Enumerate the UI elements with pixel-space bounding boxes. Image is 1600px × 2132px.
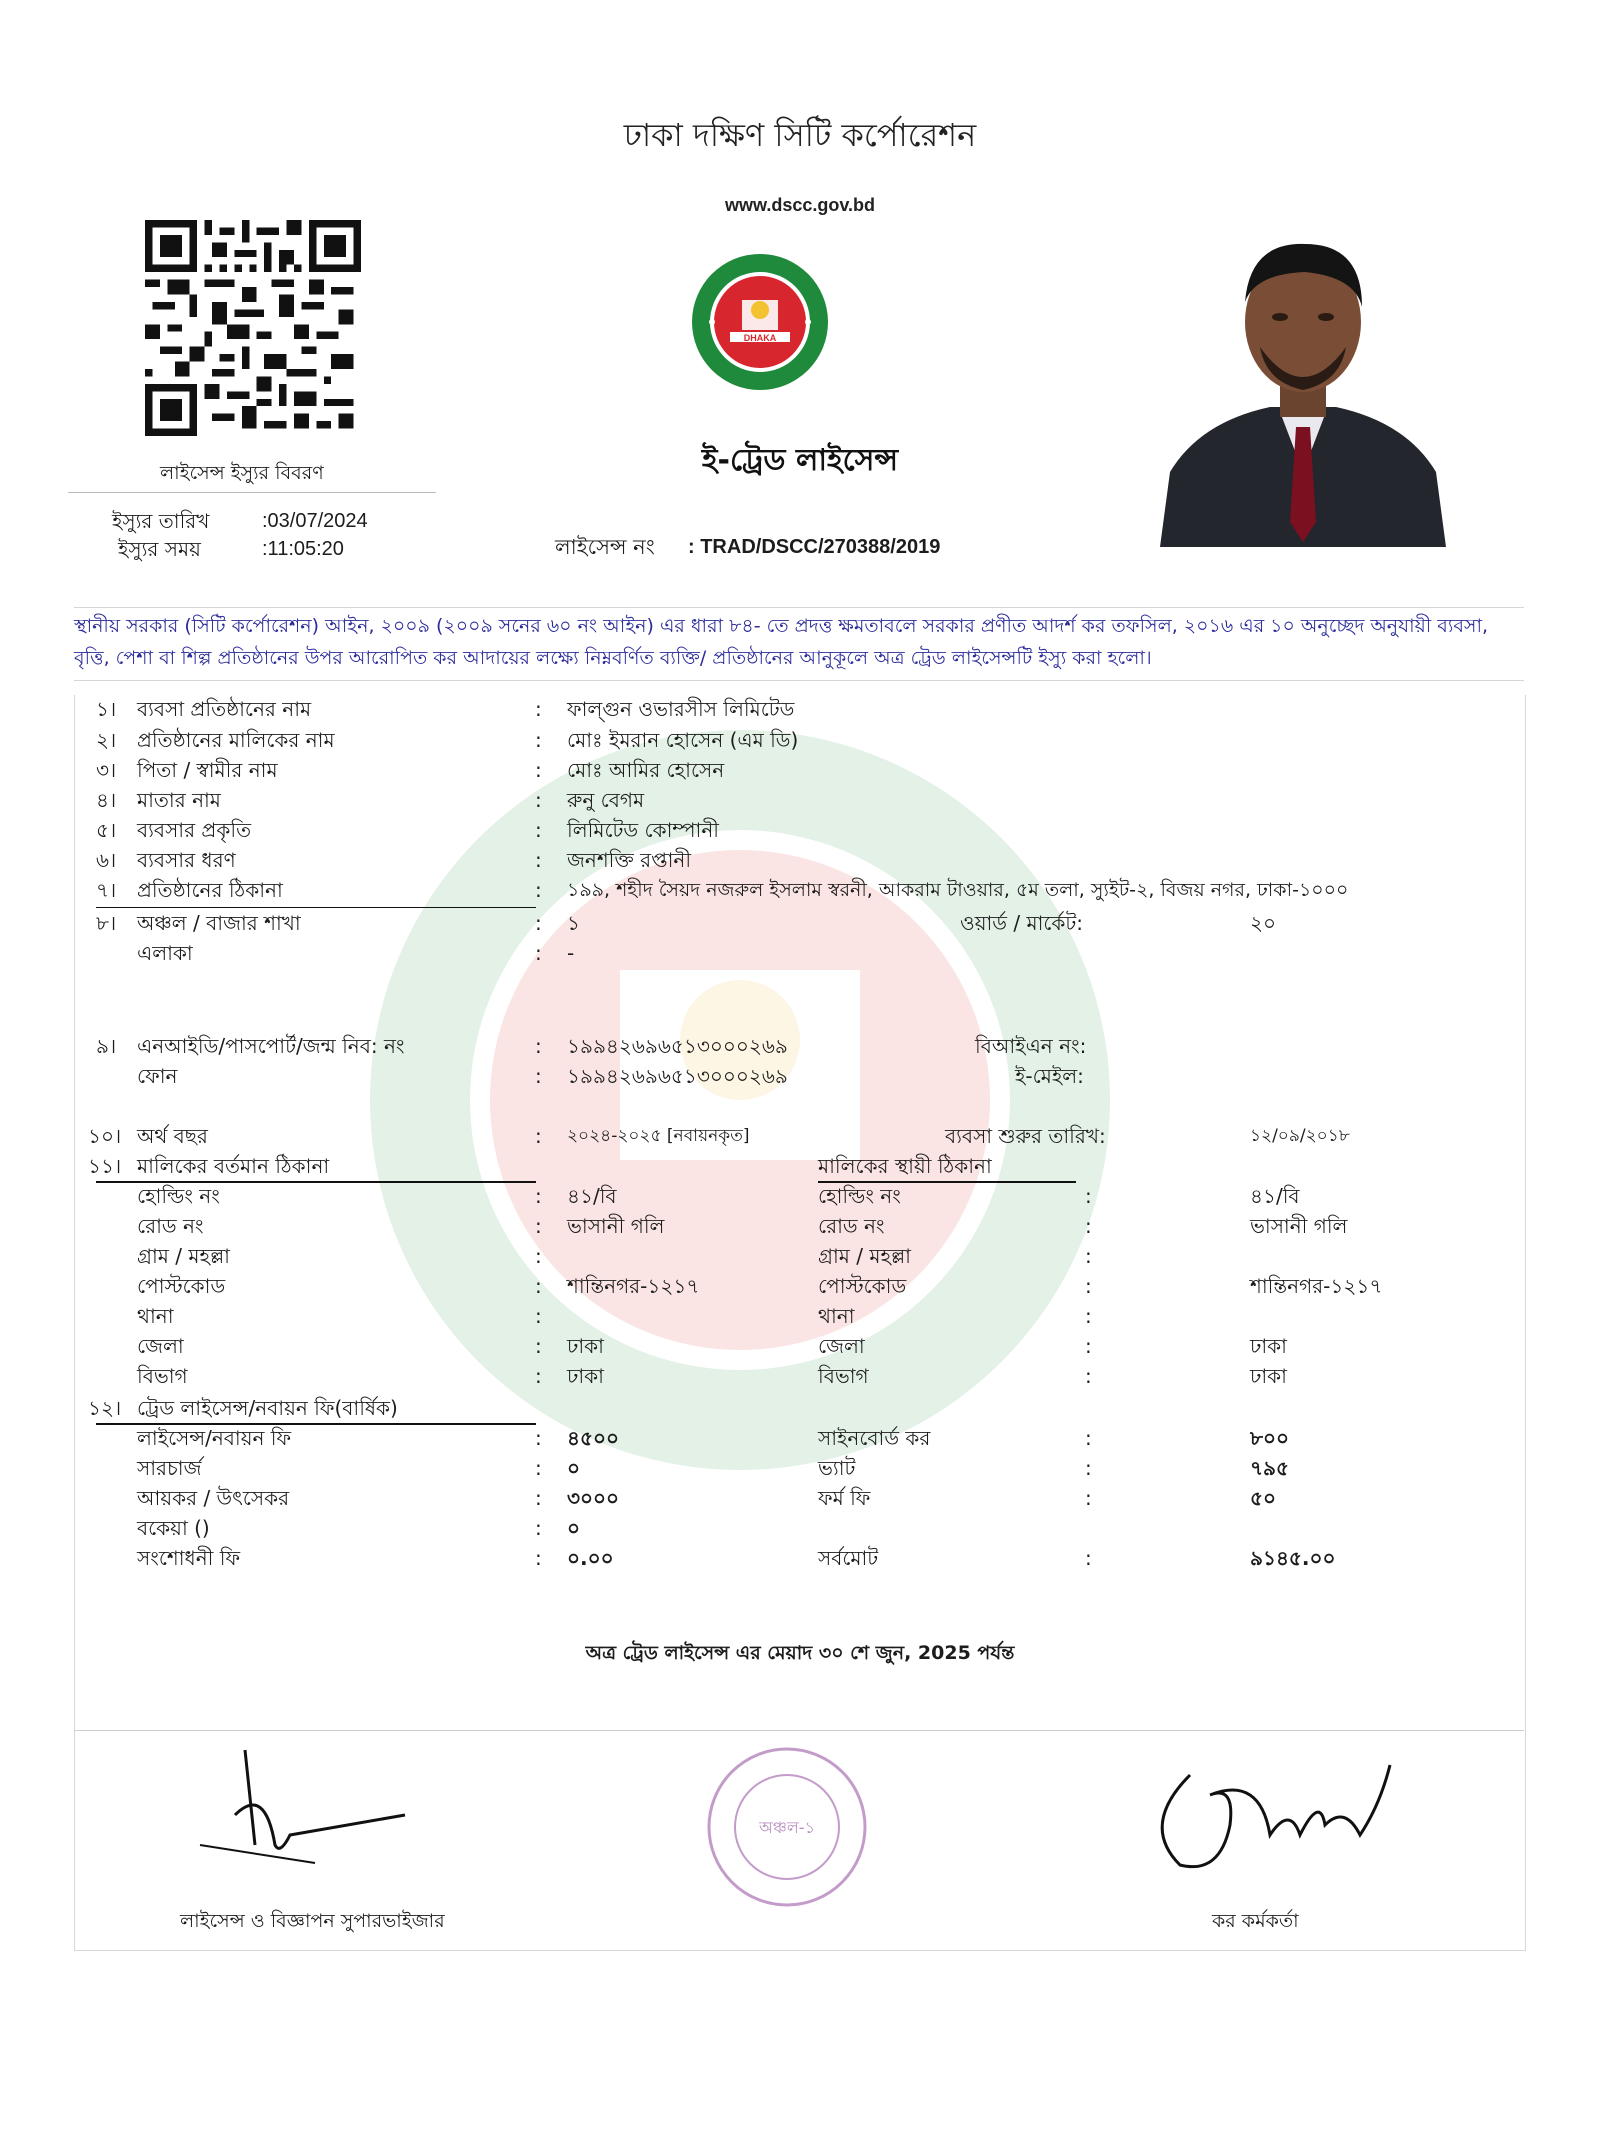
issue-time-value: :11:05:20: [262, 538, 344, 560]
row8-rule: [96, 907, 536, 908]
row8-label: অঞ্চল / বাজার শাখা: [137, 911, 301, 935]
row5-num: ৫।: [96, 818, 117, 842]
website-url[interactable]: www.dscc.gov.bd: [724, 195, 876, 215]
license-no-value: : TRAD/DSCC/270388/2019: [688, 536, 941, 558]
row4-colon: :: [535, 788, 542, 812]
permanent-address-field-label: রোড নং: [818, 1214, 885, 1238]
business-type-value: জনশক্তি রপ্তানী: [567, 848, 692, 872]
row11-label: মালিকের বর্তমান ঠিকানা: [137, 1154, 330, 1178]
fiscal-year-value: ২০২৪-২০২৫ [নবায়নকৃত]: [567, 1126, 750, 1146]
fee-label: আয়কর / উৎসেকর: [137, 1486, 290, 1510]
row8-num: ৮।: [96, 911, 117, 935]
permanent-address-field-label: গ্রাম / মহল্লা: [818, 1244, 911, 1268]
zone-value: ১: [567, 911, 580, 935]
permanent-address-colon: :: [1085, 1364, 1092, 1388]
owner-name-value: মোঃ ইমরান হোসেন (এম ডি): [567, 728, 799, 752]
fee-label: সারচার্জ: [137, 1456, 202, 1480]
permanent-address-colon: :: [1085, 1274, 1092, 1298]
start-date-label: ব্যবসা শুরুর তারিখ:: [945, 1124, 1106, 1148]
row5-colon: :: [535, 818, 542, 842]
fee-colon-2: :: [1085, 1546, 1092, 1570]
fee-value: ০.০০: [567, 1546, 614, 1570]
fee-colon: :: [535, 1486, 542, 1510]
permanent-address-colon: :: [1085, 1304, 1092, 1328]
permanent-address-colon: :: [1085, 1244, 1092, 1268]
phone-value: ১৯৯৪২৬৯৬৫১৩০০০২৬৯: [567, 1064, 788, 1088]
validity-statement: অত্র ট্রেড লাইসেন্স এর মেয়াদ ৩০ শে জুন, 2025 পর্যন্ত: [585, 1642, 1015, 1664]
phone-label: ফোন: [137, 1064, 178, 1088]
fee-label-2: সর্বমোট: [818, 1546, 879, 1570]
row7-label: প্রতিষ্ঠানের ঠিকানা: [137, 878, 283, 902]
row9-num: ৯।: [96, 1034, 117, 1058]
fee-value: ০: [567, 1516, 581, 1540]
fee-label: লাইসেন্স/নবায়ন ফি: [137, 1426, 292, 1450]
present-address-label: থানা: [137, 1304, 174, 1328]
row2-colon: :: [535, 728, 542, 752]
row2-label: প্রতিষ্ঠানের মালিকের নাম: [137, 728, 335, 752]
stamp-text: অঞ্চল-১: [759, 1818, 815, 1837]
row11-num: ১১।: [88, 1154, 122, 1178]
permanent-address-colon: :: [1085, 1334, 1092, 1358]
permanent-address-colon: :: [1085, 1184, 1092, 1208]
permanent-address-field-label: বিভাগ: [818, 1364, 869, 1388]
watermark-emblem: [360, 720, 1120, 1480]
area-value: -: [567, 941, 575, 965]
license-no-label: লাইসেন্স নং: [555, 535, 655, 559]
present-address-colon: :: [535, 1214, 542, 1238]
row1-label: ব্যবসা প্রতিষ্ঠানের নাম: [137, 697, 312, 721]
area-label: এলাকা: [137, 941, 193, 965]
present-address-label: পোস্টকোড: [137, 1274, 226, 1298]
permanent-address-value: ৪১/বি: [1250, 1184, 1300, 1208]
fee-value-2: ৭৯৫: [1250, 1456, 1289, 1480]
row9-label: এনআইডি/পাসপোর্ট/জন্ম নিব: নং: [137, 1034, 405, 1058]
present-address-label: রোড নং: [137, 1214, 204, 1238]
issue-section-label: লাইসেন্স ইস্যুর বিবরণ: [160, 462, 324, 484]
email-label: ই-মেইল:: [1015, 1064, 1084, 1088]
issue-divider: [68, 492, 436, 493]
permanent-address-colon: :: [1085, 1214, 1092, 1238]
fee-value: ০: [567, 1456, 581, 1480]
row6-num: ৬।: [96, 848, 117, 872]
fee-label-2: ভ্যাট: [818, 1456, 856, 1480]
fee-value-2: ৫০: [1250, 1486, 1276, 1510]
row3-colon: :: [535, 758, 542, 782]
fee-label-2: সাইনবোর্ড কর: [818, 1426, 931, 1450]
fee-colon-2: :: [1085, 1426, 1092, 1450]
supervisor-title: লাইসেন্স ও বিজ্ঞাপন সুপারভাইজার: [180, 1910, 445, 1932]
row12-num: ১২।: [88, 1396, 122, 1420]
present-address-value: ভাসানী গলি: [567, 1214, 665, 1238]
fee-label: বকেয়া (): [137, 1516, 210, 1540]
row4-label: মাতার নাম: [137, 788, 221, 812]
start-date-value: ১২/০৯/২০১৮: [1250, 1126, 1350, 1146]
tax-officer-title: কর কর্মকর্তা: [1212, 1910, 1299, 1932]
document-title: ই-ট্রেড লাইসেন্স: [701, 443, 899, 478]
row5-label: ব্যবসার প্রকৃতি: [137, 818, 252, 842]
row10-colon: :: [535, 1124, 542, 1148]
present-address-colon: :: [535, 1184, 542, 1208]
fee-value-2: ৯১৪৫.০০: [1250, 1546, 1336, 1570]
ward-label: ওয়ার্ড / মার্কেট:: [960, 911, 1084, 935]
permanent-address-value: ঢাকা: [1250, 1334, 1287, 1358]
present-address-colon: :: [535, 1274, 542, 1298]
present-address-value: ৪১/বি: [567, 1184, 617, 1208]
business-name-value: ফাল্গুন ওভারসীস লিমিটেড: [567, 697, 795, 721]
row2-num: ২।: [96, 728, 117, 752]
present-address-value: শান্তিনগর-১২১৭: [567, 1274, 700, 1298]
fee-colon: :: [535, 1546, 542, 1570]
row8-colon: :: [535, 911, 542, 935]
fee-label: সংশোধনী ফি: [137, 1546, 241, 1570]
qr-code: [145, 220, 361, 436]
svg-text:DHAKA: DHAKA: [743, 333, 777, 343]
fee-colon-2: :: [1085, 1486, 1092, 1510]
dscc-emblem-logo: [690, 252, 830, 392]
row6-colon: :: [535, 848, 542, 872]
permanent-address-value: ঢাকা: [1250, 1364, 1287, 1388]
row3-label: পিতা / স্বামীর নাম: [137, 758, 278, 782]
present-address-colon: :: [535, 1304, 542, 1328]
owner-photo: [1140, 222, 1466, 547]
ward-value: ২০: [1250, 911, 1277, 935]
permanent-address-label: মালিকের স্থায়ী ঠিকানা: [818, 1154, 992, 1178]
nid-value: ১৯৯৪২৬৯৬৫১৩০০০২৬৯: [567, 1034, 788, 1058]
permanent-address-field-label: থানা: [818, 1304, 855, 1328]
present-address-value: ঢাকা: [567, 1334, 604, 1358]
issue-date-value: :03/07/2024: [262, 510, 368, 532]
row10-num: ১০।: [88, 1124, 122, 1148]
fee-label-2: ফর্ম ফি: [818, 1486, 871, 1510]
father-name-value: মোঃ আমির হোসেন: [567, 758, 725, 782]
bin-label: বিআইএন নং:: [975, 1034, 1087, 1058]
fee-value: ৩০০০: [567, 1486, 620, 1510]
area-colon: :: [535, 941, 542, 965]
permanent-address-field-label: জেলা: [818, 1334, 865, 1358]
business-nature-value: লিমিটেড কোম্পানী: [567, 818, 720, 842]
present-address-value: ঢাকা: [567, 1364, 604, 1388]
fee-value: ৪৫০০: [567, 1426, 619, 1450]
fee-colon-2: :: [1085, 1456, 1092, 1480]
permanent-address-field-label: পোস্টকোড: [818, 1274, 907, 1298]
present-address-colon: :: [535, 1244, 542, 1268]
intro-legal-text: স্থানীয় সরকার (সিটি কর্পোরেশন) আইন, ২০০৯ (২০০৯ সনের ৬০ নং আইন) এর ধারা ৮৪- তে প্রদত্ত ক্ষমতাবলে সরকার প্রণীত আদর্শ কর তফসিল, ২০১৬ এর ১০ অনুচ্ছেদ অনুযায়ী ব্যবসা, বৃত্তি, পেশা বা শিল্প প্রতিষ্ঠানের উপর আরোপিত কর আদায়ের লক্ষ্যে নিম্নবর্ণিত ব্যক্তি/ প্রতিষ্ঠানের আনুকূলে অত্র ট্রেড লাইসেন্সটি ইস্যু করা হলো।: [74, 615, 1489, 669]
signature-divider: [74, 1730, 1524, 1731]
left-signature: [195, 1745, 425, 1875]
permanent-address-value: শান্তিনগর-১২১৭: [1250, 1274, 1383, 1298]
row6-label: ব্যবসার ধরণ: [137, 848, 236, 872]
right-signature: [1150, 1745, 1400, 1885]
business-address-value: ১৯৯, শহীদ সৈয়দ নজরুল ইসলাম স্বরনী, আকরাম টাওয়ার, ৫ম তলা, স্যুইট-২, বিজয় নগর, ঢাকা-১০০০: [567, 879, 1349, 901]
row12-label: ট্রেড লাইসেন্স/নবায়ন ফি(বার্ষিক): [137, 1396, 398, 1420]
phone-colon: :: [535, 1064, 542, 1088]
present-address-colon: :: [535, 1364, 542, 1388]
permanent-address-field-label: হোল্ডিং নং: [818, 1184, 901, 1208]
row1-colon: :: [535, 697, 542, 721]
row10-label: অর্থ বছর: [137, 1124, 208, 1148]
issue-date-label: ইস্যুর তারিখ: [112, 509, 210, 533]
issue-time-label: ইস্যুর সময়: [118, 537, 201, 561]
row3-num: ৩।: [96, 758, 117, 782]
present-address-label: বিভাগ: [137, 1364, 188, 1388]
row7-colon: :: [535, 878, 542, 902]
row9-colon: :: [535, 1034, 542, 1058]
present-address-label: গ্রাম / মহল্লা: [137, 1244, 230, 1268]
fee-colon: :: [535, 1426, 542, 1450]
present-address-colon: :: [535, 1334, 542, 1358]
fee-value-2: ৮০০: [1250, 1426, 1289, 1450]
official-seal-stamp: [705, 1745, 870, 1910]
row4-num: ৪।: [96, 788, 117, 812]
org-title: ঢাকা দক্ষিণ সিটি কর্পোরেশন: [623, 116, 977, 154]
row7-num: ৭।: [96, 878, 117, 902]
fee-colon: :: [535, 1456, 542, 1480]
mother-name-value: রুনু বেগম: [567, 788, 645, 812]
row1-num: ১।: [96, 697, 117, 721]
permanent-address-value: ভাসানী গলি: [1250, 1214, 1348, 1238]
fee-colon: :: [535, 1516, 542, 1540]
present-address-label: জেলা: [137, 1334, 184, 1358]
present-address-label: হোল্ডিং নং: [137, 1184, 220, 1208]
